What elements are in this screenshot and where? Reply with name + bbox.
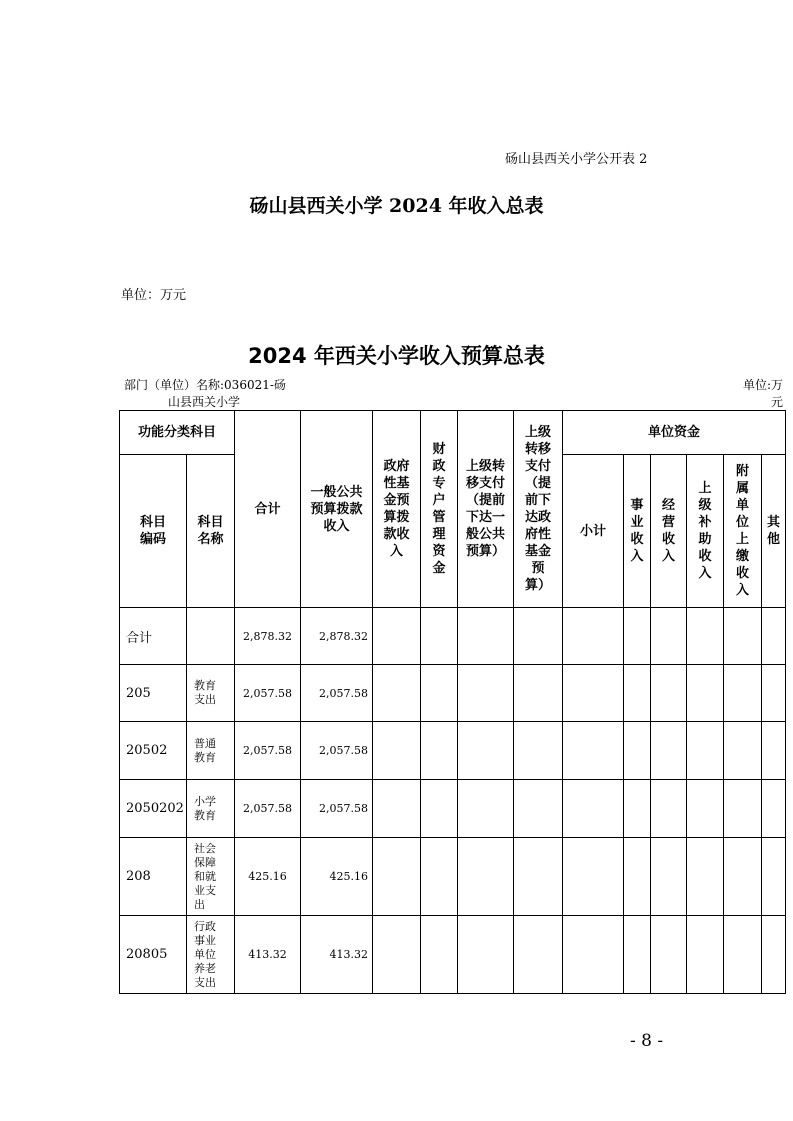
row-4-total: 425.16 — [248, 870, 287, 883]
unit-right-line2: 元 — [770, 395, 783, 409]
row-0-code: 合计 — [126, 630, 153, 646]
header-code: 科目编码 — [139, 515, 166, 547]
header-upper-fund: 上级转移支付（提前下达政府性基金预算） — [524, 425, 551, 593]
department-label-line1: 部门（单位）名称:036021-砀 — [124, 378, 286, 392]
document-unit: 单位：万元 — [121, 288, 187, 303]
department-label-line2: 山县西关小学 — [168, 395, 241, 409]
header-unit-funds: 单位资金 — [647, 425, 700, 440]
row-5-name: 行政事业单位养老支出 — [194, 919, 216, 989]
header-name: 科目名称 — [197, 515, 224, 547]
row-4-name: 社会保障和就业支出 — [194, 841, 216, 911]
unit-right-line1: 单位:万 — [742, 378, 783, 392]
header-total: 合计 — [254, 501, 281, 517]
header-general: 一般公共预算拨款收入 — [310, 484, 363, 534]
header-operating: 经营收入 — [662, 498, 676, 564]
row-4-general: 425.16 — [329, 870, 368, 883]
header-upper-subsidy: 上级补助收入 — [698, 481, 712, 581]
row-0-general: 2,878.32 — [319, 629, 368, 643]
row-1-name: 教育支出 — [194, 679, 216, 706]
header-upper-general: 上级转移支付（提前下达一般公共预算） — [465, 459, 505, 559]
header-affiliated: 附属单位上缴收入 — [736, 464, 750, 598]
table-title: 2024 年西关小学收入预算总表 — [248, 344, 545, 368]
header-fin-special: 财政专户管理资金 — [432, 442, 446, 576]
header-subtotal: 小计 — [579, 523, 606, 539]
row-2-general: 2,057.58 — [319, 744, 368, 757]
row-3-total: 2,057.58 — [243, 802, 292, 815]
row-1-total: 2,057.58 — [243, 686, 292, 700]
row-5-total: 413.32 — [248, 948, 287, 961]
row-5-general: 413.32 — [329, 948, 368, 961]
page-number: - 8 - — [630, 1031, 664, 1051]
header-business: 事业收入 — [630, 498, 644, 564]
header-other: 其他 — [766, 515, 780, 547]
row-2-code: 20502 — [126, 743, 168, 758]
row-3-code: 2050202 — [126, 801, 184, 816]
row-3-name: 小学教育 — [194, 794, 216, 822]
row-4-code: 208 — [126, 869, 151, 884]
row-0-total: 2,878.32 — [243, 629, 292, 643]
header-func-class: 功能分类科目 — [137, 425, 216, 440]
row-1-code: 205 — [126, 685, 151, 701]
row-2-total: 2,057.58 — [243, 744, 292, 757]
document-tag: 砀山县西关小学公开表 2 — [505, 152, 648, 167]
document-title: 砀山县西关小学 2024 年收入总表 — [249, 195, 544, 217]
row-3-general: 2,057.58 — [319, 802, 368, 815]
row-5-code: 20805 — [126, 947, 168, 962]
row-1-general: 2,057.58 — [319, 686, 368, 700]
header-gov-fund: 政府性基金预算拨款收入 — [383, 459, 410, 559]
row-2-name: 普通教育 — [194, 736, 216, 764]
